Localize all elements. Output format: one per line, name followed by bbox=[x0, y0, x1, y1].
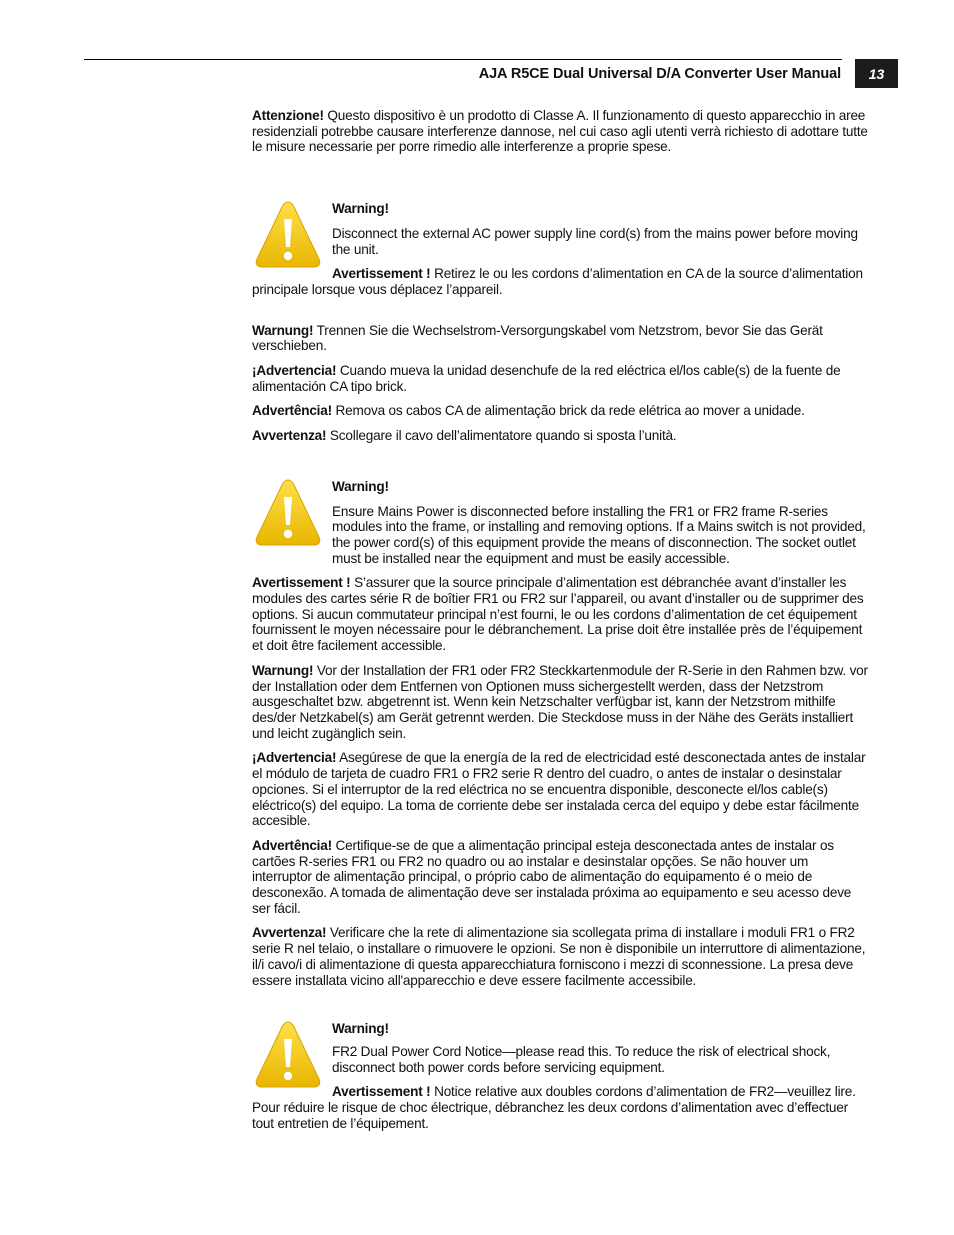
warning-1-fr-text: Retirez le ou les cordons d’alimentation en CA de la source d’alimentation principale lorsque vous déplacez l’appareil. bbox=[252, 266, 863, 297]
warning-2-text: Ensure Mains Power is disconnected before installing the FR1 or FR2 frame R-series modules into the frame, or installing and removing options. If a Mains switch is not provided, the power cord(s) of this equipment provide the means of disconnection. The socket outlet must be installed near the equipment and must be easily accessible. bbox=[332, 503, 866, 566]
warning-triangle-icon bbox=[252, 477, 332, 557]
warning-2-fr-label: Avertissement ! bbox=[252, 575, 351, 591]
warning-3-fr bbox=[252, 1084, 870, 1131]
warning-block-2 bbox=[252, 479, 870, 567]
page-number: 13 bbox=[855, 59, 898, 88]
warning-1-de bbox=[252, 323, 870, 354]
warning-2-pt-label: Advertência! bbox=[252, 837, 332, 853]
warning-2-fr-text: S’assurer que la source principale d’alimentation est débranchée avant d’installer les modules des cartes série R de boîtier FR1 ou FR2 sur l’appareil, ou avant d’installer ou de supprimer des options. Si aucun commutateur principal n’est fourni, le ou les cordons d’alimentation de cet équipement fournissent le moyen nécessaire pour le débranchement. La prise doit être installée près de l’équipement et doit être facilement accessible. bbox=[252, 575, 864, 654]
warning-3-title: Warning! bbox=[332, 1021, 389, 1037]
warning-1-title: Warning! bbox=[332, 201, 389, 217]
warning-2-de-text: Vor der Installation der FR1 oder FR2 Steckkartenmodule der R-Serie in den Rahmen bzw. vor der Installation oder dem Entfernen von Optionen muss sichergestellt werden, dass der Netzstrom ausgeschaltet bzw. abgetrennt ist. Wenn kein Netzschalter verfügbar ist, kann der Netzstrom mithilfe des/der Netzkabel(s) am Gerät getrennt werden. Die Steckdose muss in der Nähe des Geräts installiert und leicht zugänglich sein. bbox=[252, 662, 868, 741]
warning-1-es-label: ¡Advertencia! bbox=[252, 363, 337, 379]
warning-2-es bbox=[252, 750, 870, 829]
warning-1-de-label: Warnung! bbox=[252, 322, 314, 338]
warning-1-it-text: Scollegare il cavo dell’alimentatore quando si sposta l’unità. bbox=[326, 428, 677, 444]
warning-1-fr bbox=[252, 266, 870, 297]
warning-1-es bbox=[252, 363, 870, 394]
manual-title: AJA R5CE Dual Universal D/A Converter User Manual bbox=[478, 66, 841, 82]
warning-1-pt-label: Advertência! bbox=[252, 403, 332, 419]
warning-2-fr bbox=[252, 575, 870, 654]
warning-1-de-text: Trennen Sie die Wechselstrom-Versorgungskabel vom Netzstrom, bevor Sie das Gerät verschieben. bbox=[252, 322, 823, 354]
warning-1-it-label: Avvertenza! bbox=[252, 428, 327, 444]
warning-2-it bbox=[252, 925, 870, 988]
warning-1-fr-label: Avertissement ! bbox=[332, 266, 431, 282]
warning-1-text: Disconnect the external AC power supply line cord(s) from the mains power before moving the unit. bbox=[332, 225, 858, 257]
intro-text: Questo dispositivo è un prodotto di Classe A. Il funzionamento di questo apparecchio in aree residenziali potrebbe causare interferenze dannose, nel cui caso agli utenti verrà richiesto di adottare tutte le misure necessarie per porre rimedio alle interferenze a proprie spese. bbox=[252, 108, 868, 155]
warning-2-de-label: Warnung! bbox=[252, 662, 314, 678]
warning-2-pt bbox=[252, 838, 870, 917]
warning-2-it-label: Avvertenza! bbox=[252, 925, 327, 941]
intro-label: Attenzione! bbox=[252, 108, 324, 123]
page-content bbox=[252, 108, 870, 1131]
warning-3-fr-text: Notice relative aux doubles cordons d’alimentation de FR2—veuillez lire. Pour réduire le risque de choc électrique, débranchez les deux cordons d’alimentation avec d’effectuer tout entretien de l’équipement. bbox=[252, 1084, 856, 1131]
warning-block-3 bbox=[252, 1021, 870, 1131]
warning-1-pt bbox=[252, 403, 870, 419]
warning-2-it-text: Verificare che la rete di alimentazione sia scollegata prima di installare i moduli FR1 o FR2 serie R nel telaio, o installare o rimuovere le opzioni. Se non è disponibile un interruttore di alimentazione, il/i cavo/i di alimentazione di questa apparecchiatura forniscono i mezzi di sconnessione. La presa deve essere installata vicino all'apparecchio e deve essere facilmente accessibile. bbox=[252, 925, 866, 988]
warning-1-pt-text: Remova os cabos CA de alimentação brick da rede elétrica ao mover a unidade. bbox=[331, 403, 805, 419]
warning-1-es-text: Cuando mueva la unidad desenchufe de la red eléctrica el/los cable(s) de la fuente de alimentación CA tipo brick. bbox=[252, 363, 841, 394]
warning-1-it bbox=[252, 428, 870, 444]
warning-triangle-icon bbox=[252, 1019, 332, 1099]
warning-3-text: FR2 Dual Power Cord Notice—please read this. To reduce the risk of electrical shock, disconnect both power cords before servicing equipment. bbox=[332, 1043, 831, 1075]
warning-block-1 bbox=[252, 201, 870, 298]
header-rule bbox=[84, 59, 842, 60]
warning-2-es-label: ¡Advertencia! bbox=[252, 750, 337, 766]
warning-triangle-icon bbox=[252, 199, 332, 279]
intro-paragraph bbox=[252, 108, 870, 155]
warning-2-es-text: Asegúrese de que la energía de la red de electricidad esté desconectada antes de instalar el módulo de tarjeta de cuadro FR1 o FR2 serie R dentro del cuadro, o antes de instalar o desinstalar opciones. Si el interruptor de la red eléctrica no se encuentra disponible, desconecte el/los cable(s) eléctrico(s) del equipo. La toma de corriente debe ser instalada cerca del equipo y debe estar fácilmente accesible. bbox=[252, 750, 866, 829]
warning-2-pt-text: Certifique-se de que a alimentação principal esteja desconectada antes de instalar os cartões R-series FR1 ou FR2 no quadro ou ao instalar e desinstalar opções. Se não houver um interruptor de alimentação principal, o próprio cabo de alimentação do equipamento é o meio de desconexão. A tomada de alimentação deve ser instalada próxima ao equipamento e seu acesso deve ser fácil. bbox=[252, 837, 852, 916]
warning-2-title: Warning! bbox=[332, 478, 389, 494]
warning-3-fr-label: Avertissement ! bbox=[332, 1084, 431, 1100]
warning-2-de bbox=[252, 663, 870, 742]
